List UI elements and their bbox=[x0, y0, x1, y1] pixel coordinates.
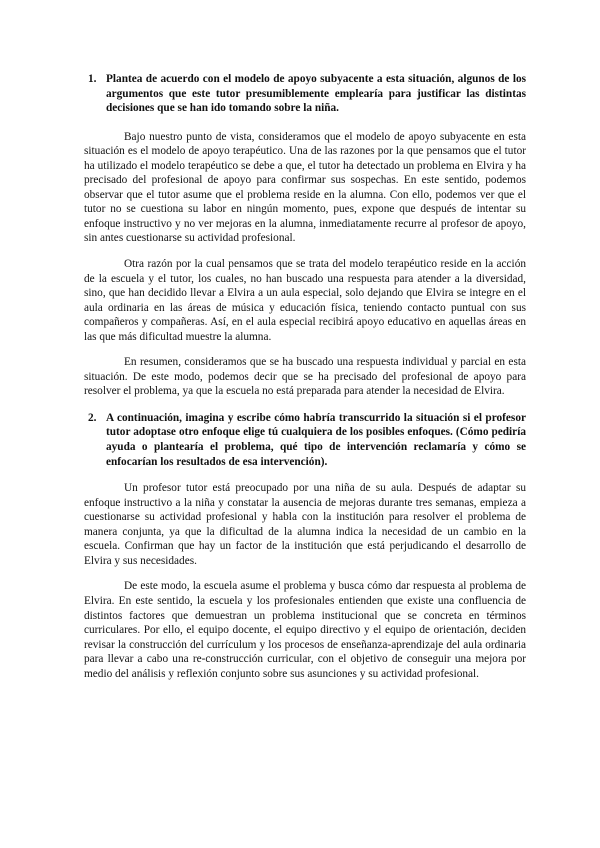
question-2 bbox=[84, 411, 526, 469]
question-1-number: 1. bbox=[88, 73, 97, 85]
answer-1-paragraph-2: Otra razón por la cual pensamos que se trata del modelo terapéutico reside en la acción de la escuela y el tutor, los cuales, no han buscado una respuesta para atender a la diversidad, sino, que han decidido llevar a Elvira a un aula especial, solo dejando que Elvira se integre en el aula ordinaria en las áreas de música y educación física, teniendo contacto puntual con sus compañeros y compañeras. Así, en el aula especial recibirá apoyo educativo en aquellas áreas en las que más dificultad muestre la alumna. bbox=[84, 258, 526, 343]
question-2-text: A continuación, imagina y escribe cómo habría transcurrido la situación si el profesor tutor adoptase otro enfoque elige tú cualquiera de los posibles enfoques. (Cómo pediría ayuda o plantearía el problema, qué tipo de intervención reclamaría y cómo se enfocarían los resultados de esa intervención). bbox=[106, 411, 526, 468]
answer-1-paragraph-3: En resumen, consideramos que se ha buscado una respuesta individual y parcial en esta situación. De este modo, podemos decir que se ha precisado del profesional de apoyo para resolver el problema, ya que la escuela no está preparada para atender la necesidad de Elvira. bbox=[84, 356, 526, 398]
document-page bbox=[84, 72, 526, 692]
answer-2-paragraph-1: Un profesor tutor está preocupado por una niña de su aula. Después de adaptar su enfoque instructivo a la niña y constatar la ausencia de mejoras durante tres semanas, empieza a cuestionarse su actividad profesional y habla con la institución para resolver el problema de manera conjunta, ya que la dificultad de la alumna indica la necesidad de un cambio en la escuela. Confirman que hay un factor de la institución que está perjudicando el desarrollo de Elvira y sus necesidades. bbox=[84, 482, 526, 567]
answer-1-paragraph-1: Bajo nuestro punto de vista, consideramos que el modelo de apoyo subyacente en esta situación es el modelo de apoyo terapéutico. Una de las razones por la que pensamos que el tutor ha utilizado el modelo terapéutico se debe a que, el tutor ha detectado un problema en Elvira y ha precisado del profesional de apoyo para confirmar sus sospechas. En este sentido, podemos observar que el tutor asume que el problema reside en la alumna. Con ello, podemos ver que el tutor no se cuestiona su labor en ningún momento, pues, expone que después de intentar su enfoque instructivo y no ver mejoras en la alumna, inmediatamente recurre al profesor de apoyo, sin antes cuestionarse su actividad profesional. bbox=[84, 130, 526, 245]
question-2-number: 2. bbox=[88, 411, 97, 424]
question-1 bbox=[84, 72, 526, 116]
answer-2-paragraph-2: De este modo, la escuela asume el problema y busca cómo dar respuesta al problema de Elvira. En este sentido, la escuela y los profesionales entienden que existe una confluencia de distintos factores que demuestran un problema institucional que se concreta en términos curriculares. Por ello, el equipo docente, el equipo directivo y el equipo de orientación, deciden revisar la construcción del currículum y los procesos de enseñanza-aprendizaje del aula ordinaria para llevar a cabo una re-construcción curricular, con el objetivo de conseguir una mejora por medio del análisis y reflexión conjunto sobre sus asunciones y su actividad profesional. bbox=[84, 580, 526, 680]
question-1-text: Plantea de acuerdo con el modelo de apoyo subyacente a esta situación, algunos de los argumentos que este tutor presumiblemente emplearía para justificar las distintas decisiones que se han ido tomando sobre la niña. bbox=[106, 73, 526, 115]
